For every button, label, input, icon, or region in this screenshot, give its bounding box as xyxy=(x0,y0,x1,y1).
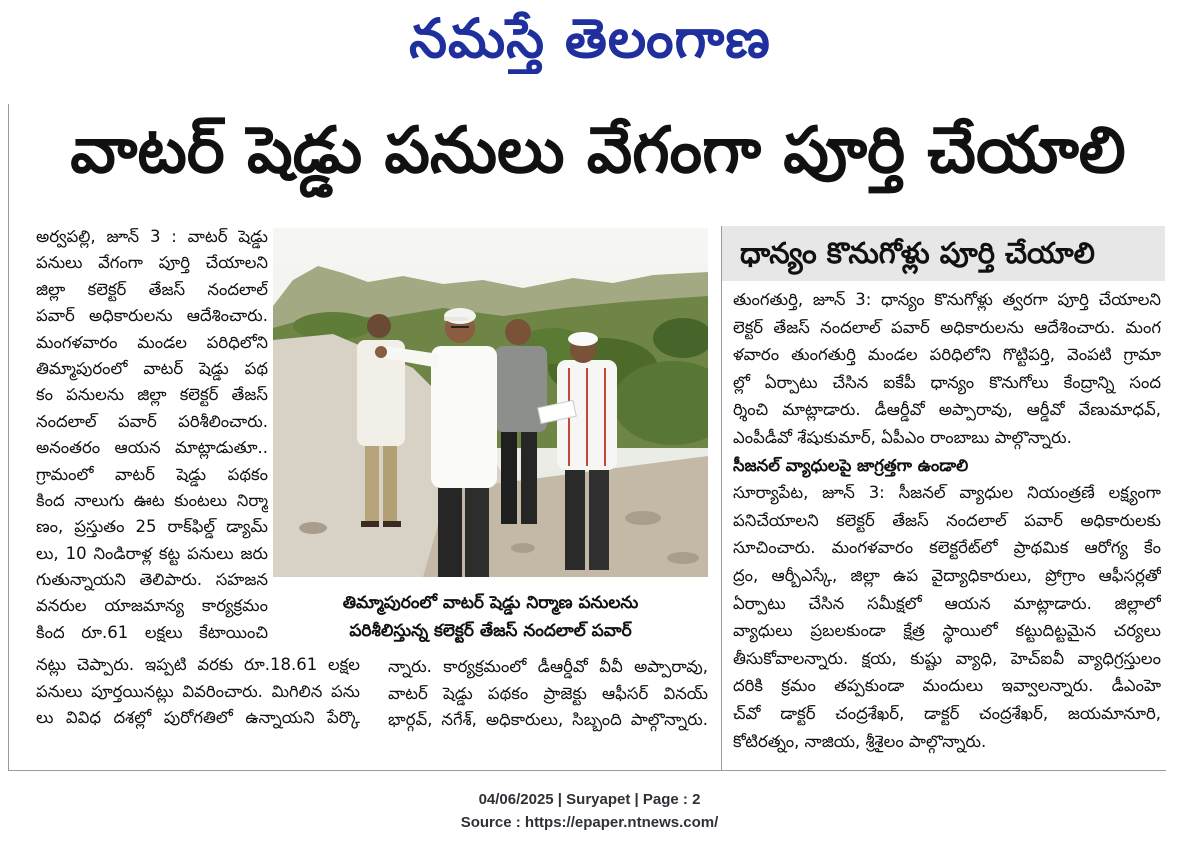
side-article-line: తీసుకోవాలన్నారు. క్షయ, కుష్టు వ్యాధి, హెచ్ఐవీ వ్యాధిగ్రస్తులం xyxy=(733,648,1161,668)
article-line: లు, 10 నిండిరాళ్ల కట్ట పనులు జరు xyxy=(36,543,268,563)
article-line: మంగళవారం మండల పరిధిలోని xyxy=(36,332,268,352)
side-article-body xyxy=(733,286,1161,755)
side-article-line: కోటిరత్నం, నాజియ, శ్రీశైలం పాల్గొన్నారు. xyxy=(733,731,987,751)
side-article-header xyxy=(722,226,1165,281)
bottom-border-rule xyxy=(8,770,1166,771)
article-line: నందలాల్ పవార్ పరిశీలించారు. xyxy=(36,411,268,431)
article-line: కింద రూ.61 లక్షలు కేటాయించి xyxy=(36,622,268,642)
caption-line: తిమ్మాపురంలో వాటర్ షెడ్డు నిర్మాణ పనులను xyxy=(342,593,639,613)
source-link[interactable]: Source : https://epaper.ntnews.com/ xyxy=(460,814,719,831)
article-line: కం పనులను జిల్లా కలెక్టర్ తేజస్ xyxy=(36,385,268,405)
edition-info: 04/06/2025 | Suryapet | Page : 2 xyxy=(478,791,701,808)
article-line: గ్రామంలో వాటర్ షెడ్డు పథకం xyxy=(36,464,268,484)
article-line: న్నారు. కార్యక్రమంలో డీఆర్డీవో వీవీ అప్పారావు, xyxy=(388,657,708,676)
article-line: భార్గవ్, నగేశ్, అధికారులు, సిబ్బంది పాల్గొన్నారు. xyxy=(388,710,708,729)
main-article-column xyxy=(36,224,268,646)
article-line: పనులు వేగంగా పూర్తి చేయాలని xyxy=(36,253,268,273)
article-line: లు వివిధ దశల్లో పురోగతిలో ఉన్నాయని పేర్కొ xyxy=(36,708,360,727)
article-line: తిమ్మాపురంలో వాటర్ షెడ్డు పథ xyxy=(36,358,268,378)
side-article-line: ద్రం, ఆర్బీఎస్కే, జిల్లా ఉప వైద్యాధికారులు, ప్రోగ్రాం ఆఫీసర్లతో xyxy=(733,565,1161,585)
photo-caption xyxy=(273,589,708,645)
news-photo-svg xyxy=(273,228,708,577)
article-line: అనంతరం ఆయన మాట్లాడుతూ.. xyxy=(36,438,268,458)
newspaper-masthead: నమస్తే తెలంగాణ xyxy=(409,7,771,70)
side-article-line: దరికి క్రమం తప్పకుండా మందులు ఇవ్వాలన్నారు. డీఎంహె xyxy=(733,676,1161,696)
side-article-line: ల్లో ఏర్పాటు చేసిన ఐకేపీ ధాన్యం కొనుగోలు కేంద్రాన్ని సంద xyxy=(733,372,1161,392)
side-box-rule xyxy=(721,226,722,770)
side-article-line: లెక్టర్ తేజస్ నందలాల్ పవార్ అధికారులను ఆదేశించారు. మంగ xyxy=(733,317,1161,337)
main-headline: వాటర్ షెడ్డు పనులు వేగంగా పూర్తి చేయాలి xyxy=(70,114,1126,188)
article-line: వాటర్ షెడ్డు పథకం ప్రాజెక్టు ఆఫీసర్ వినయ్ xyxy=(388,683,708,703)
article-line: గుతున్నాయని తెలిపారు. సహజన xyxy=(36,570,268,590)
side-article-line: తుంగతుర్తి, జూన్ 3: ధాన్యం కొనుగోళ్లు త్వరగా పూర్తి చేయాలని xyxy=(733,290,1161,309)
article-line: పవార్ అధికారులను ఆదేశించారు. xyxy=(36,306,268,326)
clipping-footer xyxy=(0,788,1179,834)
main-article-continued-right xyxy=(388,654,708,734)
side-article-line: వ్యాధులు ప్రబలకుండా క్షేత్ర స్థాయిలో కట్టుదిట్టమైన చర్యలు xyxy=(733,621,1161,641)
side-article-line: ర్శించి మాట్లాడారు. డీఆర్డీవో అప్పారావు, ఆర్డీవో వేణుమాధవ్, xyxy=(733,400,1161,420)
article-line: ణం, ప్రస్తుతం 25 రాక్‌ఫిల్డ్ డ్యామ్ xyxy=(36,517,268,537)
article-line: పనులు పూర్తయినట్లు వివరించారు. మిగిలిన పను xyxy=(36,681,360,701)
left-border-rule xyxy=(8,104,9,770)
side-article-line: ఎంపీడీవో శేషుకుమార్, ఏపీఎం రాంబాబు పాల్గొన్నారు. xyxy=(733,427,1072,447)
side-article-headline: ధాన్యం కొనుగోళ్లు పూర్తి చేయాలి xyxy=(740,236,1095,270)
side-article-line: ఏర్పాటు చేసిన సమీక్షలో ఆయన మాట్లాడారు. జిల్లాలో xyxy=(733,593,1161,613)
side-article-line: ళవారం తుంగతుర్తి మండల పరిధిలోని గొట్టిపర్తి, వెంపటి గ్రామా xyxy=(733,345,1161,365)
main-article-continued-left xyxy=(36,652,360,732)
article-line: వనరుల యాజమాన్య కార్యక్రమం xyxy=(36,596,268,616)
article-line: నట్లు చెప్పారు. ఇప్పటి వరకు రూ.18.61 లక్షల xyxy=(36,655,360,674)
side-article-subheading: సీజనల్ వ్యాధులపై జాగ్రత్తగా ఉండాలి xyxy=(733,455,969,475)
article-line: అర్వపల్లి, జూన్ 3 : వాటర్ షెడ్డు xyxy=(36,227,268,246)
side-article-line: చ్‌వో డాక్టర్ చంద్రశేఖర్, డాక్టర్ చంద్రశేఖర్, జయమానూరి, xyxy=(733,703,1161,723)
news-photo xyxy=(273,228,708,577)
article-line: జిల్లా కలెక్టర్ తేజస్ నందలాల్ xyxy=(36,279,268,299)
side-article-line: సూర్యాపేట, జూన్ 3: సీజనల్ వ్యాధుల నియంత్రణే లక్ష్యంగా xyxy=(733,483,1161,503)
side-article-line: పనిచేయాలని కలెక్టర్ తేజస్ నందలాల్ పవార్ అధికారులకు xyxy=(733,510,1161,530)
side-article-line: సూచించారు. మంగళవారం కలెక్టరేట్‌లో ప్రాథమిక ఆరోగ్య కేం xyxy=(733,538,1161,558)
caption-line: పరిశీలిస్తున్న కలెక్టర్ తేజస్ నందలాల్ పవార్ xyxy=(349,621,632,641)
article-line: కింద నాలుగు ఊట కుంటలు నిర్మా xyxy=(36,490,268,510)
